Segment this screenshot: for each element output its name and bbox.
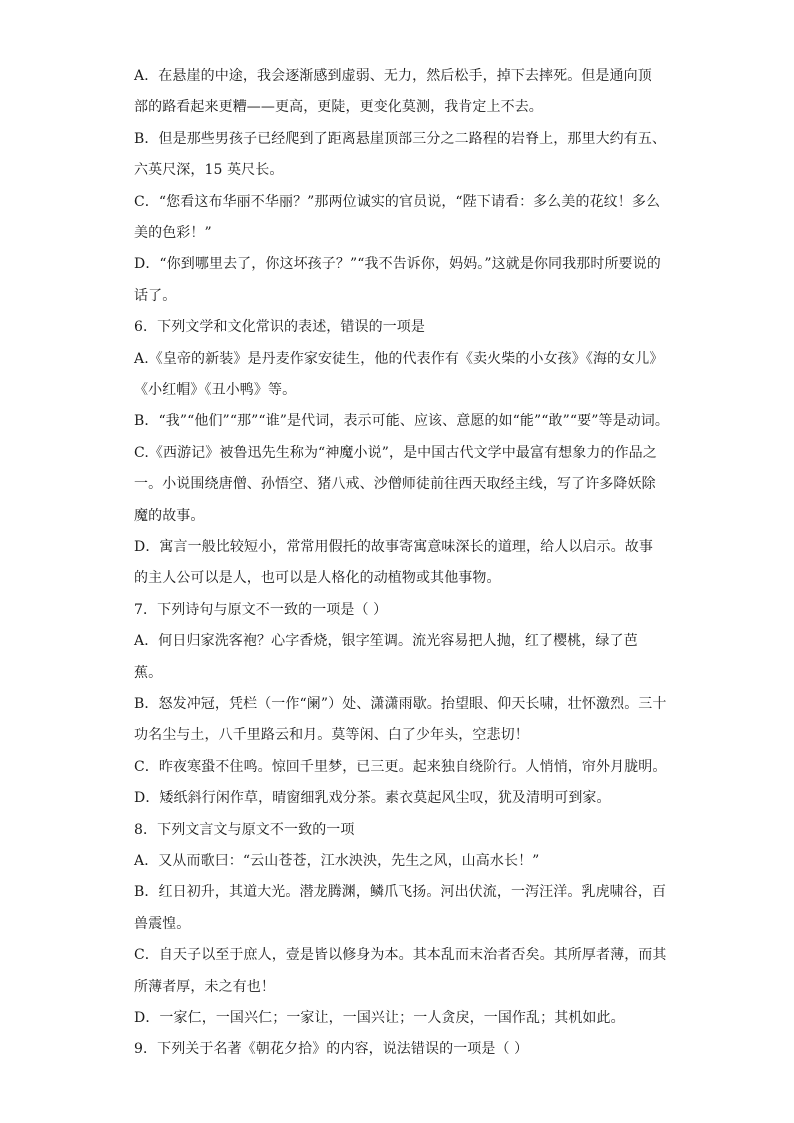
text-line: B．红日初升，其道大光。潜龙腾渊，鳞爪飞扬。河出伏流，一泻汪洋。乳虎啸谷，百: [134, 884, 667, 900]
text-line: 美的色彩！”: [134, 225, 212, 241]
text-line: A．何日归家洗客袍？心字香烧，银字笙调。流光容易把人抛，红了樱桃，绿了芭: [134, 633, 638, 649]
text-line: 《小红帽》《丑小鸭》等。: [134, 382, 297, 398]
text-line: B．但是那些男孩子已经爬到了距离悬崖顶部三分之二路程的岩脊上，那里大约有五、: [134, 131, 667, 147]
text-line: A．又从而歌曰：“云山苍苍，江水泱泱，先生之风，山高水长！”: [134, 853, 540, 869]
text-line: 功名尘与土，八千里路云和月。莫等闲、白了少年头，空悲切！: [134, 727, 529, 743]
text-line: 8．下列文言文与原文不一致的一项: [134, 822, 355, 838]
text-line: 所薄者厚，未之有也！: [134, 979, 275, 995]
text-line: 话了。: [134, 288, 177, 304]
text-line: 魔的故事。: [134, 508, 205, 524]
text-line: 7．下列诗句与原文不一致的一项是（ ）: [134, 602, 388, 618]
text-line: A．在悬崖的中途，我会逐渐感到虚弱、无力，然后松手，掉下去摔死。但是通向顶: [134, 68, 652, 84]
text-line: C．“您看这布华丽不华丽？”那两位诚实的官员说，“陛下请看：多么美的花纹！多么: [134, 194, 661, 210]
text-line: D．寓言一般比较短小，常常用假托的故事寄寓意味深长的道理，给人以启示。故事: [134, 539, 653, 555]
text-line: 蕉。: [134, 665, 163, 681]
text-line: B．怒发冲冠，凭栏（一作“阑”）处、潇潇雨歇。抬望眼、仰天长啸，壮怀激烈。三十: [134, 696, 667, 712]
text-line: 兽震惶。: [134, 916, 191, 932]
text-line: 6．下列文学和文化常识的表述，错误的一项是: [134, 319, 426, 335]
text-line: 的主人公可以是人，也可以是人格化的动植物或其他事物。: [134, 570, 501, 586]
text-line: 9．下列关于名著《朝花夕拾》的内容，说法错误的一项是（ ）: [134, 1041, 529, 1057]
text-line: 六英尺深，15 英尺长。: [134, 162, 284, 178]
text-line: B．“我”“他们”“那”“谁”是代词，表示可能、应该、意愿的如“能”“敢”“要”等是动词。: [134, 413, 669, 429]
text-line: A.《皇帝的新装》是丹麦作家安徒生，他的代表作有《卖火柴的小女孩》《海的女儿》: [134, 351, 664, 367]
text-line: D．矮纸斜行闲作草，晴窗细乳戏分茶。素衣莫起风尘叹，犹及清明可到家。: [134, 790, 611, 806]
text-line: C.《西游记》被鲁迅先生称为“神魔小说”，是中国古代文学中最富有想象力的作品之: [134, 445, 657, 461]
text-line: 一。小说围绕唐僧、孙悟空、猪八戒、沙僧师徒前往西天取经主线，写了许多降妖除: [134, 476, 656, 492]
text-line: C．自天子以至于庶人，壹是皆以修身为本。其本乱而末治者否矣。其所厚者薄，而其: [134, 947, 667, 963]
text-line: D．一家仁，一国兴仁；一家让，一国兴让；一人贪戾，一国作乱；其机如此。: [134, 1010, 625, 1026]
text-line: 部的路看起来更糟——更高，更陡，更变化莫测，我肯定上不去。: [134, 99, 543, 115]
text-line: C．昨夜寒蛩不住鸣。惊回千里梦，已三更。起来独自绕阶行。人悄悄，帘外月胧明。: [134, 759, 667, 775]
text-line: D．“你到哪里去了，你这坏孩子？”“我不告诉你，妈妈。”这就是你同我那时所要说的: [134, 256, 661, 272]
